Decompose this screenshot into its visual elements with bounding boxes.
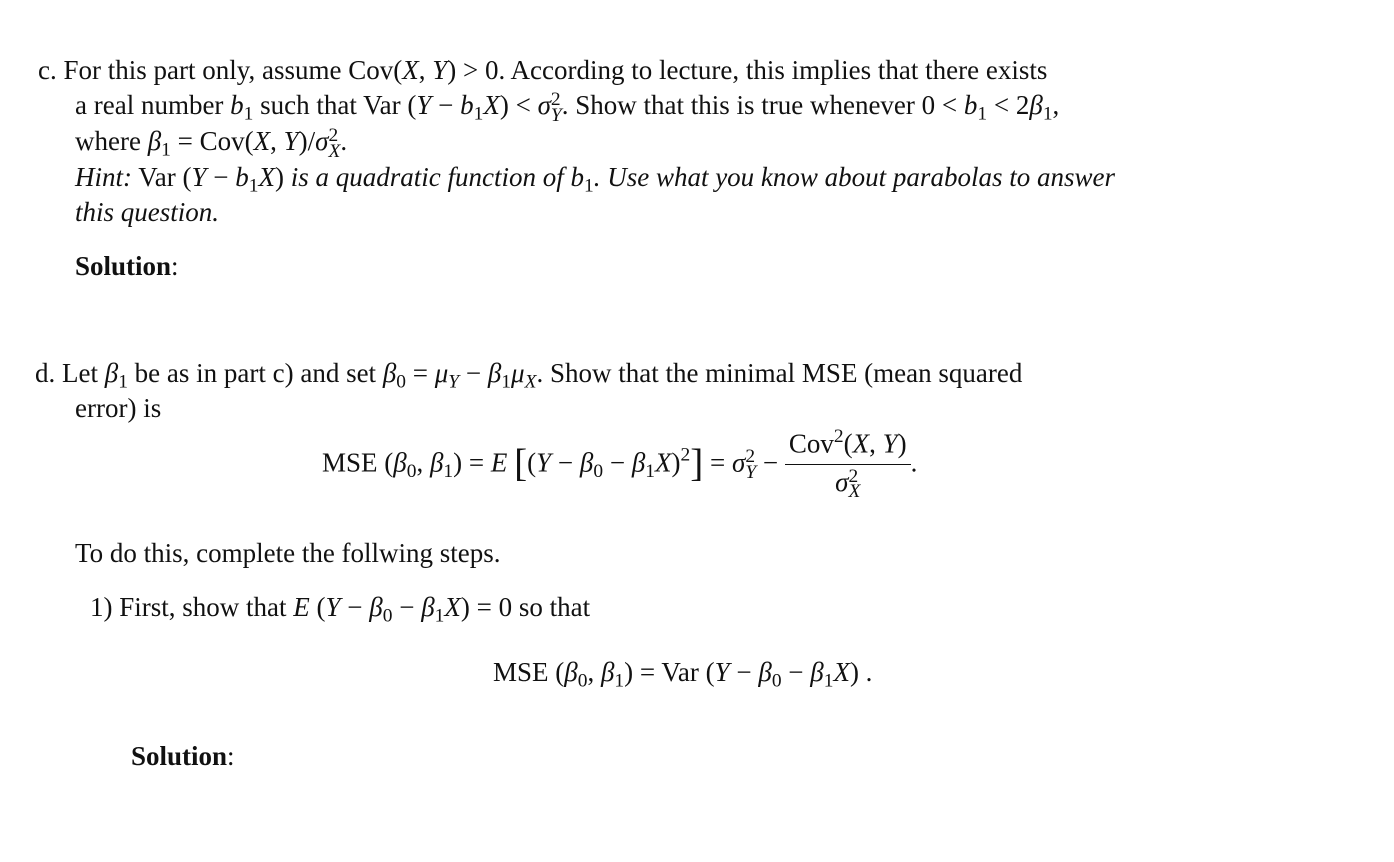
hint-text-c: this question. [75, 197, 220, 227]
math-var-inequality: Var $(Y - b_1X) < \sigma$ 2 Y . [363, 89, 569, 126]
math-b1-hint: $b_1$. [570, 162, 601, 197]
math-b1: $b_1$ [230, 90, 254, 125]
math-beta1-def: $\beta_1 = Cov(X$, Y)/σ 2 X . [147, 125, 348, 162]
part-c-line-2 [75, 90, 1059, 125]
step-1-text-b: so that [518, 592, 591, 622]
part-c-hint-line-2 [75, 197, 219, 228]
part-d-marker: d. [35, 358, 56, 388]
math-beta1: $\beta_1$ [104, 358, 128, 393]
steps-intro: To do this, complete the follwing steps. [75, 538, 501, 568]
part-d-solution: Solution: [131, 741, 235, 771]
part-d-line-1 [35, 358, 1022, 393]
step-1-text-a: First, show that [119, 592, 287, 622]
part-c-text-c: a real number [75, 90, 224, 120]
hint-text-a: is a quadratic function of [290, 162, 564, 192]
math-var-hint: Var $(Y - b_1X)$ [138, 162, 284, 197]
part-c-marker: c. [38, 55, 57, 85]
part-c-text-f: where [75, 126, 141, 156]
part-c-solution: Solution: [75, 251, 179, 281]
math-expectation: E $(Y - \beta_0 - \beta_1X) = 0$ [293, 592, 513, 627]
part-c-text-e: Show that this is true whenever [575, 90, 915, 120]
math-b1-range: $0 < b_1 < 2\beta_1$, [921, 90, 1060, 125]
part-c-hint-line-1 [75, 162, 1115, 197]
math-cov-xy: Cov(X, Y) > 0. [348, 55, 506, 85]
part-d-text-a: Let [62, 358, 98, 388]
math-beta0-def: $\beta_0 = \mu_Y - \beta_1\mu_X$. [382, 358, 544, 393]
part-c-line-1 [38, 55, 1047, 86]
part-c-solution-label: Solution [75, 251, 172, 281]
part-c-line-3 [75, 126, 347, 161]
hint-text-b: Use what you know about parabolas to answer [607, 162, 1115, 192]
cov-fraction: Cov$^2$(X, Y) σ 2 X [785, 426, 911, 500]
step-1-marker: 1) [90, 592, 113, 622]
hint-label: Hint: [75, 162, 132, 192]
mse-equation: MSE ($\beta_0$, $\beta_1) = E$ $[(Y - \beta_0 - \beta_1X)^2] = \sigma$ 2 Y − Cov$^2$(X, Y) σ 2 X . [322, 426, 918, 503]
part-d-text-b: be as in part c) and set [134, 358, 377, 388]
mse-var-equation: MSE ($\beta_0$, $\beta_1$) = Var $(Y - \beta_0 - \beta_1X)$ . [493, 657, 873, 692]
part-d-text-d: error) is [75, 393, 162, 423]
part-c-text-a: For this part only, assume [63, 55, 342, 85]
step-1-line [90, 592, 590, 627]
part-d-text-c: Show that the minimal MSE (mean squared [549, 358, 1023, 388]
part-c-text-d: such that [260, 90, 357, 120]
part-d-line-2 [75, 393, 161, 424]
part-c-text-b: According to lecture, this implies that there exists [510, 55, 1048, 85]
part-d-solution-label: Solution [131, 741, 228, 771]
